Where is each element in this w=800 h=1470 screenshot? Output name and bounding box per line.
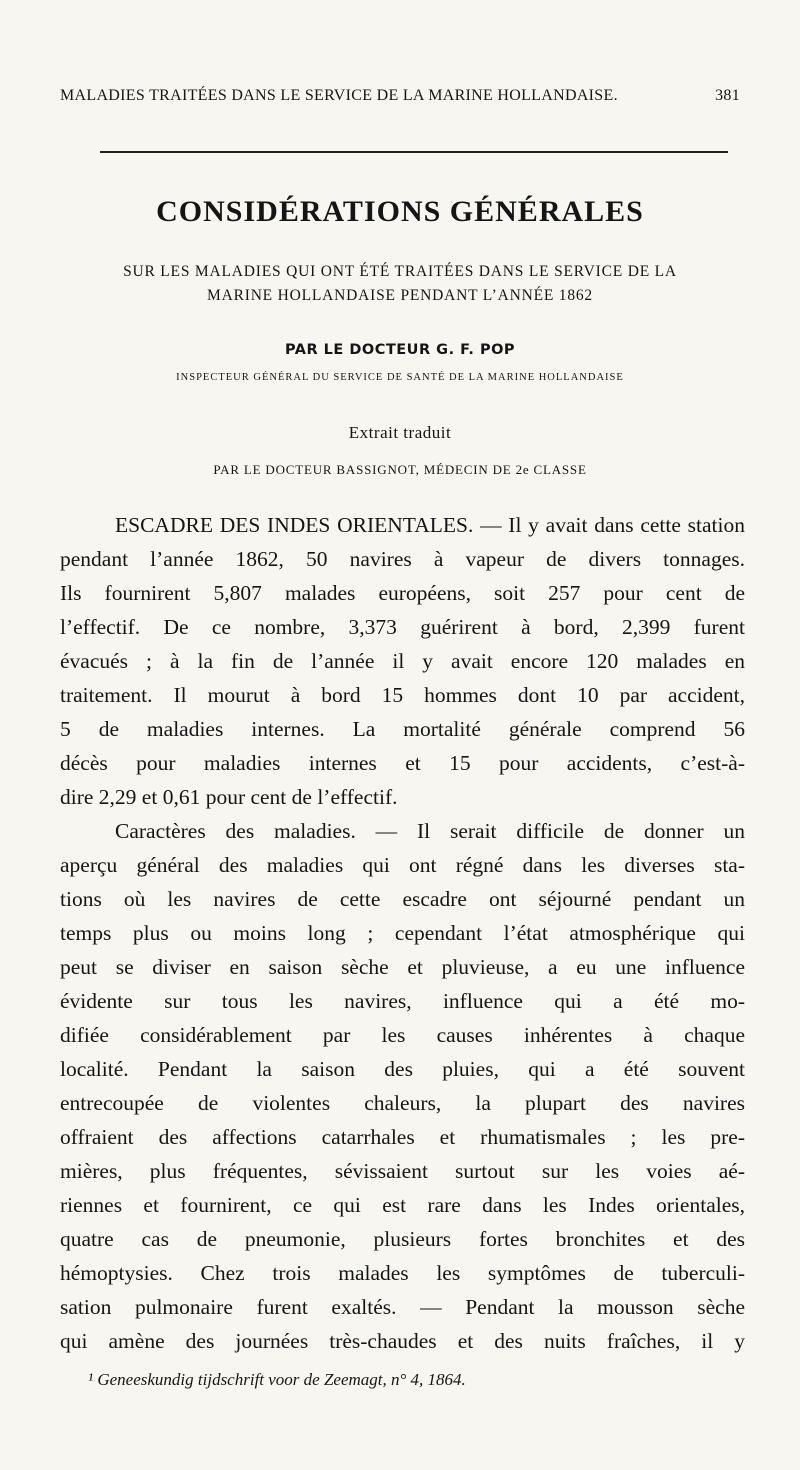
body-line: offraient des affections catarrhales et rhumatismales ; les pre-: [60, 1125, 745, 1149]
body-line: Caractères des maladies. — Il serait difficile de donner un: [115, 819, 745, 843]
body-line: difiée considérablement par les causes inhérentes à chaque: [60, 1023, 745, 1047]
body-line: évacués ; à la fin de l’année il y avait encore 120 malades en: [60, 649, 745, 673]
author-role: INSPECTEUR GÉNÉRAL DU SERVICE DE SANTÉ DE LA MARINE HOLLANDAISE: [176, 372, 624, 383]
body-line: quatre cas de pneumonie, plusieurs fortes bronchites et des: [60, 1227, 745, 1251]
page-number: 381: [715, 87, 740, 104]
body-line: temps plus ou moins long ; cependant l’état atmosphérique qui: [60, 921, 745, 945]
body-line: pendant l’année 1862, 50 navires à vapeur de divers tonnages.: [60, 547, 745, 571]
body-line: décès pour maladies internes et 15 pour accidents, c’est-à-: [60, 751, 745, 775]
body-line: l’effectif. De ce nombre, 3,373 guérirent à bord, 2,399 furent: [60, 615, 745, 639]
running-head: [60, 87, 740, 105]
body-line: ESCADRE DES INDES ORIENTALES. — Il y avait dans cette station: [115, 513, 745, 537]
body-line: dire 2,29 et 0,61 pour cent de l’effectif.: [60, 785, 398, 809]
body-line: mières, plus fréquentes, sévissaient surtout sur les voies aé-: [60, 1159, 745, 1183]
body-line: localité. Pendant la saison des pluies, qui a été souvent: [60, 1057, 745, 1081]
subtitle-line-2: MARINE HOLLANDAISE PENDANT L’ANNÉE 1862: [207, 287, 593, 304]
body-line: entrecoupée de violentes chaleurs, la plupart des navires: [60, 1091, 745, 1115]
translator-line: PAR LE DOCTEUR BASSIGNOT, MÉDECIN DE 2e CLASSE: [213, 462, 587, 477]
header-rule: [100, 151, 728, 153]
body-line: Ils fournirent 5,807 malades européens, soit 257 pour cent de: [60, 581, 745, 605]
body-line: hémoptysies. Chez trois malades les symptômes de tuberculi-: [60, 1261, 745, 1285]
body-line: peut se diviser en saison sèche et pluvieuse, a eu une influence: [60, 955, 745, 979]
body-line: riennes et fournirent, ce qui est rare dans les Indes orientales,: [60, 1193, 745, 1217]
body-line: traitement. Il mourut à bord 15 hommes dont 10 par accident,: [60, 683, 745, 707]
body-line: sation pulmonaire furent exaltés. — Pendant la mousson sèche: [60, 1295, 745, 1319]
extract-note: Extrait traduit: [348, 423, 452, 442]
author-line: PAR LE DOCTEUR G. F. POP: [284, 342, 516, 358]
subtitle-line-1: SUR LES MALADIES QUI ONT ÉTÉ TRAITÉES DANS LE SERVICE DE LA: [123, 263, 677, 280]
running-title: MALADIES TRAITÉES DANS LE SERVICE DE LA MARINE HOLLANDAISE.: [60, 87, 618, 104]
footnote: ¹ Geneeskundig tijdschrift voor de Zeemagt, n° 4, 1864.: [88, 1370, 466, 1389]
article-title: CONSIDÉRATIONS GÉNÉRALES: [156, 195, 644, 228]
body-line: évidente sur tous les navires, influence qui a été mo-: [60, 989, 745, 1013]
article-subtitle: [40, 260, 760, 308]
body-line: tions où les navires de cette escadre ont séjourné pendant un: [60, 887, 745, 911]
body-line: qui amène des journées très-chaudes et des nuits fraîches, il y: [60, 1329, 745, 1353]
body-line: 5 de maladies internes. La mortalité générale comprend 56: [60, 717, 745, 741]
body-line: aperçu général des maladies qui ont régné dans les diverses sta-: [60, 853, 745, 877]
